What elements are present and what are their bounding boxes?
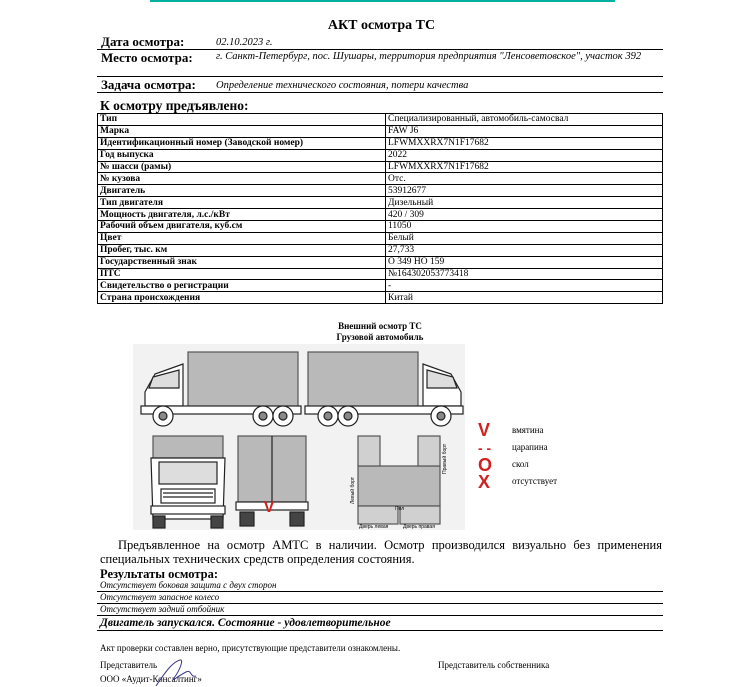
result-text: Отсутствует задний отбойник <box>100 604 225 614</box>
legend-symbol-missing: X <box>478 472 491 492</box>
document-title: АКТ осмотра ТС <box>327 18 436 33</box>
result-row <box>97 603 663 616</box>
spec-key: Свидетельство о регистрации <box>98 280 386 292</box>
spec-value: №164302053773418 <box>386 268 663 280</box>
spec-value: Специализированный, автомобиль-самосвал <box>386 114 663 126</box>
spec-value: О 349 НО 159 <box>386 256 663 268</box>
spec-value: LFWMXXRX7N1F17682 <box>386 137 663 149</box>
spec-key: Год выпуска <box>98 149 386 161</box>
truck-diagram <box>133 344 465 530</box>
table-row <box>98 114 663 126</box>
act-note: Акт проверки составлен верно, присутствующие представители ознакомлены. <box>100 643 401 653</box>
spec-key: Рабочий объем двигателя, куб.см <box>98 221 386 233</box>
legend-symbol-dent: V <box>478 420 491 440</box>
table-row <box>98 292 663 304</box>
left-signature-title: Представитель <box>100 660 158 670</box>
spec-value: 27,733 <box>386 244 663 256</box>
place-value: г. Санкт-Петербург, пос. Шушары, территория предприятия "Ленсоветовское", участок 392 <box>216 51 642 62</box>
table-row <box>98 125 663 137</box>
table-row <box>98 232 663 244</box>
spec-section-title: К осмотру предъявлено: <box>100 98 249 113</box>
results-title: Результаты осмотра: <box>100 567 218 581</box>
table-row <box>98 256 663 268</box>
conclusion-text: Двигатель запускался. Состояние - удовлетворительное <box>100 617 391 629</box>
inspection-paragraph <box>100 538 662 566</box>
spec-value: Китай <box>386 292 663 304</box>
external-title-line2: Грузовой автомобиль <box>336 332 424 342</box>
spec-value: 11050 <box>386 221 663 233</box>
label-door-left: Дверь левая <box>359 524 389 530</box>
legend-label-missing: отсутствует <box>512 476 558 486</box>
spec-key: Мощность двигателя, л.с./кВт <box>98 209 386 221</box>
table-row <box>98 137 663 149</box>
left-signature-org: ООО «Аудит-Консалтинг» <box>100 674 202 684</box>
conclusion-underline <box>97 630 663 631</box>
spec-value: - <box>386 280 663 292</box>
label-door-right: Дверь правая <box>403 524 435 530</box>
spec-key: Тип <box>98 114 386 126</box>
spec-key: Пробег, тыс. км <box>98 244 386 256</box>
place-label: Место осмотра: <box>101 50 193 65</box>
table-row <box>98 280 663 292</box>
header-row-place <box>97 49 663 77</box>
label-left-side: Левый борт <box>350 476 356 504</box>
spec-value: Белый <box>386 232 663 244</box>
label-floor: Пол <box>395 506 405 512</box>
spec-key: Цвет <box>98 232 386 244</box>
spec-key: Марка <box>98 125 386 137</box>
spec-key: № шасси (рамы) <box>98 161 386 173</box>
table-row <box>98 197 663 209</box>
table-row <box>98 149 663 161</box>
legend-symbol-chip: O <box>478 455 493 475</box>
spec-value: LFWMXXRX7N1F17682 <box>386 161 663 173</box>
header-row-task <box>97 77 663 93</box>
right-signature-title: Представитель собственника <box>438 660 550 670</box>
truck-front-view <box>151 436 225 528</box>
table-row <box>98 209 663 221</box>
label-right-side: Правый борт <box>442 443 448 474</box>
spec-value: 53912677 <box>386 185 663 197</box>
spec-key: Двигатель <box>98 185 386 197</box>
spec-value: 2022 <box>386 149 663 161</box>
spec-key: Страна происхождения <box>98 292 386 304</box>
spec-value: Дизельный <box>386 197 663 209</box>
spec-key: № кузова <box>98 173 386 185</box>
legend-label-chip: скол <box>512 459 529 469</box>
spec-table <box>97 113 663 304</box>
table-row <box>98 161 663 173</box>
table-row <box>98 268 663 280</box>
spec-value: Отс. <box>386 173 663 185</box>
legend-label-dent: вмятина <box>512 425 544 435</box>
date-label: Дата осмотра: <box>101 34 185 49</box>
header-row-date <box>97 34 663 50</box>
external-title-line1: Внешний осмотр ТС <box>338 321 422 331</box>
legend-symbol-scratch: - - <box>478 440 492 456</box>
table-row <box>98 221 663 233</box>
task-label: Задача осмотра: <box>101 77 196 92</box>
damage-mark-dent: V <box>263 499 275 516</box>
task-value: Определение технического состояния, потери качества <box>216 80 469 91</box>
result-text: Отсутствует боковая защита с двух сторон <box>100 580 277 590</box>
table-row <box>98 244 663 256</box>
top-accent-line <box>150 0 615 2</box>
inspection-paragraph-text: Предъявленное на осмотр АМТС в наличии. Осмотр производился визуально без применения специальных технических средств определения состояния. <box>100 538 662 566</box>
date-value: 02.10.2023 г. <box>216 37 273 48</box>
result-text: Отсутствует запасное колесо <box>100 592 220 602</box>
spec-key: Тип двигателя <box>98 197 386 209</box>
spec-value: FAW J6 <box>386 125 663 137</box>
external-inspection-title <box>280 321 480 343</box>
table-row <box>98 173 663 185</box>
spec-key: Идентификационный номер (Заводской номер) <box>98 137 386 149</box>
spec-key: Государственный знак <box>98 256 386 268</box>
spec-key: ПТС <box>98 268 386 280</box>
handwritten-signature <box>150 656 200 687</box>
spec-value: 420 / 309 <box>386 209 663 221</box>
table-row <box>98 185 663 197</box>
legend-label-scratch: царапина <box>512 442 548 452</box>
